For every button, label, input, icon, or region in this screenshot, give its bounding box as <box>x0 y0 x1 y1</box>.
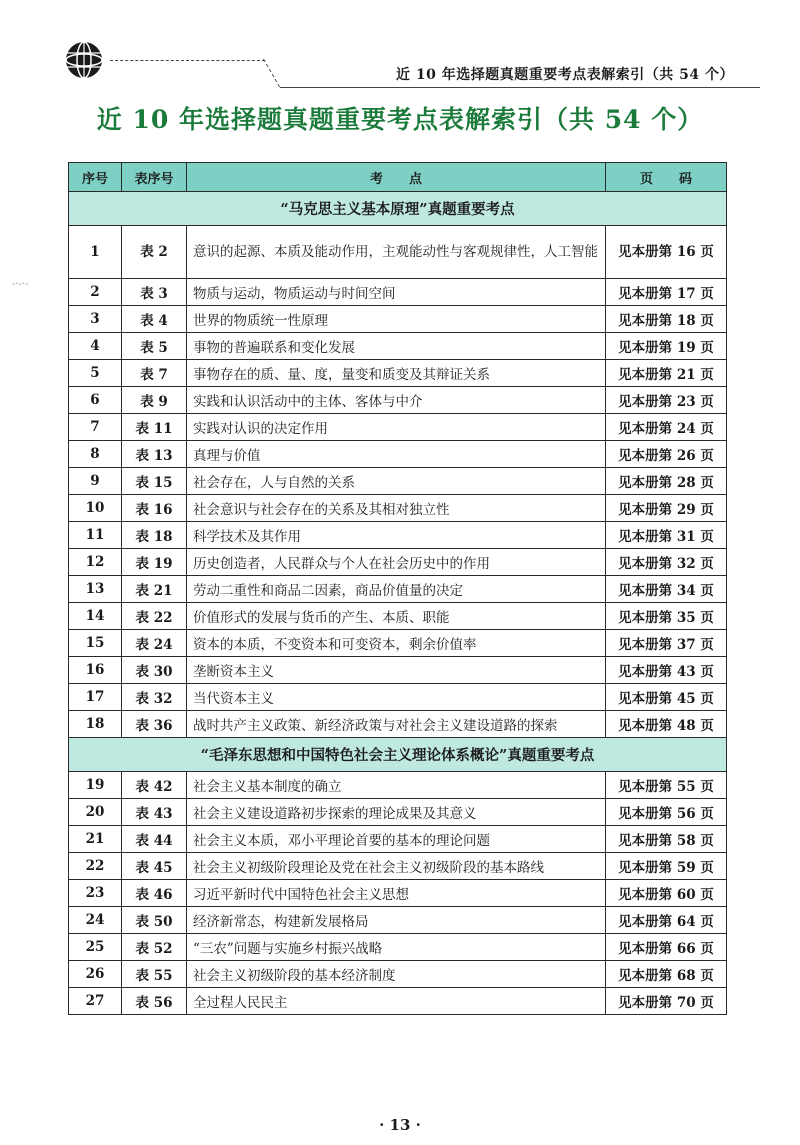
row-page: 见本册第 31 页 <box>606 522 727 549</box>
table-row <box>69 853 727 880</box>
table-row <box>69 387 727 414</box>
table-row <box>69 495 727 522</box>
running-title: 近 10 年选择题真题重要考点表解索引（共 54 个） <box>396 67 734 83</box>
row-page: 见本册第 18 页 <box>606 306 727 333</box>
row-point: 社会主义基本制度的确立 <box>187 772 606 799</box>
row-number: 21 <box>69 826 122 853</box>
row-point: 社会主义本质，邓小平理论首要的基本的理论问题 <box>187 826 606 853</box>
row-point: 价值形式的发展与货币的产生、本质、职能 <box>187 603 606 630</box>
row-page: 见本册第 60 页 <box>606 880 727 907</box>
row-number: 4 <box>69 333 122 360</box>
table-row <box>69 279 727 306</box>
scan-mark: -·-·- <box>12 279 29 290</box>
row-table-ref: 表 16 <box>122 495 187 522</box>
row-point: 历史创造者，人民群众与个人在社会历史中的作用 <box>187 549 606 576</box>
header-diagonal-line <box>263 59 304 87</box>
page-title: 近 10 年选择题真题重要考点表解索引（共 54 个） <box>96 105 704 134</box>
row-point: 社会主义初级阶段理论及党在社会主义初级阶段的基本路线 <box>187 853 606 880</box>
row-point: 科学技术及其作用 <box>187 522 606 549</box>
row-table-ref: 表 9 <box>122 387 187 414</box>
row-point: 习近平新时代中国特色社会主义思想 <box>187 880 606 907</box>
table-row <box>69 414 727 441</box>
table-row <box>69 576 727 603</box>
row-table-ref: 表 30 <box>122 657 187 684</box>
row-table-ref: 表 7 <box>122 360 187 387</box>
row-page: 见本册第 66 页 <box>606 934 727 961</box>
row-point: 事物存在的质、量、度，量变和质变及其辩证关系 <box>187 360 606 387</box>
row-number: 15 <box>69 630 122 657</box>
section-header-row <box>69 192 727 226</box>
row-page: 见本册第 35 页 <box>606 603 727 630</box>
row-point: 意识的起源、本质及能动作用，主观能动性与客观规律性，人工智能 <box>187 226 606 279</box>
table-row <box>69 880 727 907</box>
row-point: 全过程人民民主 <box>187 988 606 1015</box>
table-row <box>69 360 727 387</box>
section-title: “马克思主义基本原理”真题重要考点 <box>69 192 727 226</box>
row-table-ref: 表 52 <box>122 934 187 961</box>
row-table-ref: 表 5 <box>122 333 187 360</box>
row-table-ref: 表 18 <box>122 522 187 549</box>
row-number: 18 <box>69 711 122 738</box>
row-number: 14 <box>69 603 122 630</box>
row-page: 见本册第 45 页 <box>606 684 727 711</box>
row-table-ref: 表 45 <box>122 853 187 880</box>
row-point: 劳动二重性和商品二因素，商品价值量的决定 <box>187 576 606 603</box>
row-table-ref: 表 55 <box>122 961 187 988</box>
header-point: 考 点 <box>187 163 606 192</box>
table-row <box>69 306 727 333</box>
header-rule <box>280 87 760 88</box>
row-page: 见本册第 28 页 <box>606 468 727 495</box>
table-row <box>69 226 727 279</box>
section-header-row <box>69 738 727 772</box>
row-table-ref: 表 21 <box>122 576 187 603</box>
table-row <box>69 603 727 630</box>
row-number: 10 <box>69 495 122 522</box>
row-page: 见本册第 34 页 <box>606 576 727 603</box>
row-page: 见本册第 43 页 <box>606 657 727 684</box>
row-number: 17 <box>69 684 122 711</box>
row-point: 实践和认识活动中的主体、客体与中介 <box>187 387 606 414</box>
table-row <box>69 961 727 988</box>
row-point: 社会主义初级阶段的基本经济制度 <box>187 961 606 988</box>
row-table-ref: 表 46 <box>122 880 187 907</box>
table-row <box>69 657 727 684</box>
page-number: · 13 · <box>379 1116 421 1134</box>
row-number: 9 <box>69 468 122 495</box>
row-page: 见本册第 32 页 <box>606 549 727 576</box>
row-page: 见本册第 56 页 <box>606 799 727 826</box>
row-point: 资本的本质，不变资本和可变资本，剩余价值率 <box>187 630 606 657</box>
row-page: 见本册第 24 页 <box>606 414 727 441</box>
row-table-ref: 表 11 <box>122 414 187 441</box>
row-number: 27 <box>69 988 122 1015</box>
row-number: 22 <box>69 853 122 880</box>
row-point: 实践对认识的决定作用 <box>187 414 606 441</box>
row-point: 垄断资本主义 <box>187 657 606 684</box>
index-table <box>68 162 727 1015</box>
row-number: 2 <box>69 279 122 306</box>
row-table-ref: 表 2 <box>122 226 187 279</box>
table-row <box>69 468 727 495</box>
header-page: 页 码 <box>606 163 727 192</box>
row-table-ref: 表 50 <box>122 907 187 934</box>
row-page: 见本册第 21 页 <box>606 360 727 387</box>
row-table-ref: 表 44 <box>122 826 187 853</box>
globe-icon <box>64 40 104 80</box>
row-page: 见本册第 70 页 <box>606 988 727 1015</box>
row-table-ref: 表 19 <box>122 549 187 576</box>
row-page: 见本册第 29 页 <box>606 495 727 522</box>
table-row <box>69 711 727 738</box>
table-body <box>69 192 727 1015</box>
row-number: 25 <box>69 934 122 961</box>
table-row <box>69 988 727 1015</box>
row-point: 经济新常态，构建新发展格局 <box>187 907 606 934</box>
row-point: 当代资本主义 <box>187 684 606 711</box>
row-point: 事物的普遍联系和变化发展 <box>187 333 606 360</box>
row-table-ref: 表 22 <box>122 603 187 630</box>
row-number: 3 <box>69 306 122 333</box>
row-number: 16 <box>69 657 122 684</box>
row-point: 世界的物质统一性原理 <box>187 306 606 333</box>
row-table-ref: 表 32 <box>122 684 187 711</box>
row-page: 见本册第 17 页 <box>606 279 727 306</box>
row-point: “三农”问题与实施乡村振兴战略 <box>187 934 606 961</box>
row-table-ref: 表 36 <box>122 711 187 738</box>
table-row <box>69 522 727 549</box>
row-page: 见本册第 58 页 <box>606 826 727 853</box>
row-page: 见本册第 26 页 <box>606 441 727 468</box>
row-page: 见本册第 68 页 <box>606 961 727 988</box>
table-row <box>69 549 727 576</box>
row-table-ref: 表 13 <box>122 441 187 468</box>
table-row <box>69 799 727 826</box>
row-number: 7 <box>69 414 122 441</box>
page-header <box>0 0 800 96</box>
row-point: 真理与价值 <box>187 441 606 468</box>
row-page: 见本册第 64 页 <box>606 907 727 934</box>
row-table-ref: 表 42 <box>122 772 187 799</box>
row-page: 见本册第 16 页 <box>606 226 727 279</box>
row-number: 20 <box>69 799 122 826</box>
row-number: 1 <box>69 226 122 279</box>
row-point: 社会意识与社会存在的关系及其相对独立性 <box>187 495 606 522</box>
header-dashed-line <box>110 60 265 61</box>
header-tab: 表序号 <box>122 163 187 192</box>
row-number: 5 <box>69 360 122 387</box>
row-number: 23 <box>69 880 122 907</box>
row-number: 19 <box>69 772 122 799</box>
row-number: 11 <box>69 522 122 549</box>
row-page: 见本册第 19 页 <box>606 333 727 360</box>
row-table-ref: 表 15 <box>122 468 187 495</box>
header-no: 序号 <box>69 163 122 192</box>
row-point: 战时共产主义政策、新经济政策与对社会主义建设道路的探索 <box>187 711 606 738</box>
row-number: 26 <box>69 961 122 988</box>
table-row <box>69 907 727 934</box>
row-number: 8 <box>69 441 122 468</box>
row-page: 见本册第 48 页 <box>606 711 727 738</box>
row-number: 6 <box>69 387 122 414</box>
row-table-ref: 表 4 <box>122 306 187 333</box>
row-table-ref: 表 3 <box>122 279 187 306</box>
row-page: 见本册第 37 页 <box>606 630 727 657</box>
table-row <box>69 772 727 799</box>
table-row <box>69 333 727 360</box>
table-row <box>69 630 727 657</box>
row-page: 见本册第 23 页 <box>606 387 727 414</box>
section-title: “毛泽东思想和中国特色社会主义理论体系概论”真题重要考点 <box>69 738 727 772</box>
row-page: 见本册第 59 页 <box>606 853 727 880</box>
table-row <box>69 684 727 711</box>
row-table-ref: 表 56 <box>122 988 187 1015</box>
row-number: 13 <box>69 576 122 603</box>
row-table-ref: 表 43 <box>122 799 187 826</box>
row-point: 物质与运动，物质运动与时间空间 <box>187 279 606 306</box>
row-number: 24 <box>69 907 122 934</box>
row-point: 社会存在，人与自然的关系 <box>187 468 606 495</box>
table-row <box>69 934 727 961</box>
row-page: 见本册第 55 页 <box>606 772 727 799</box>
table-header-row <box>69 163 727 192</box>
row-point: 社会主义建设道路初步探索的理论成果及其意义 <box>187 799 606 826</box>
row-table-ref: 表 24 <box>122 630 187 657</box>
row-number: 12 <box>69 549 122 576</box>
table-row <box>69 441 727 468</box>
table-row <box>69 826 727 853</box>
